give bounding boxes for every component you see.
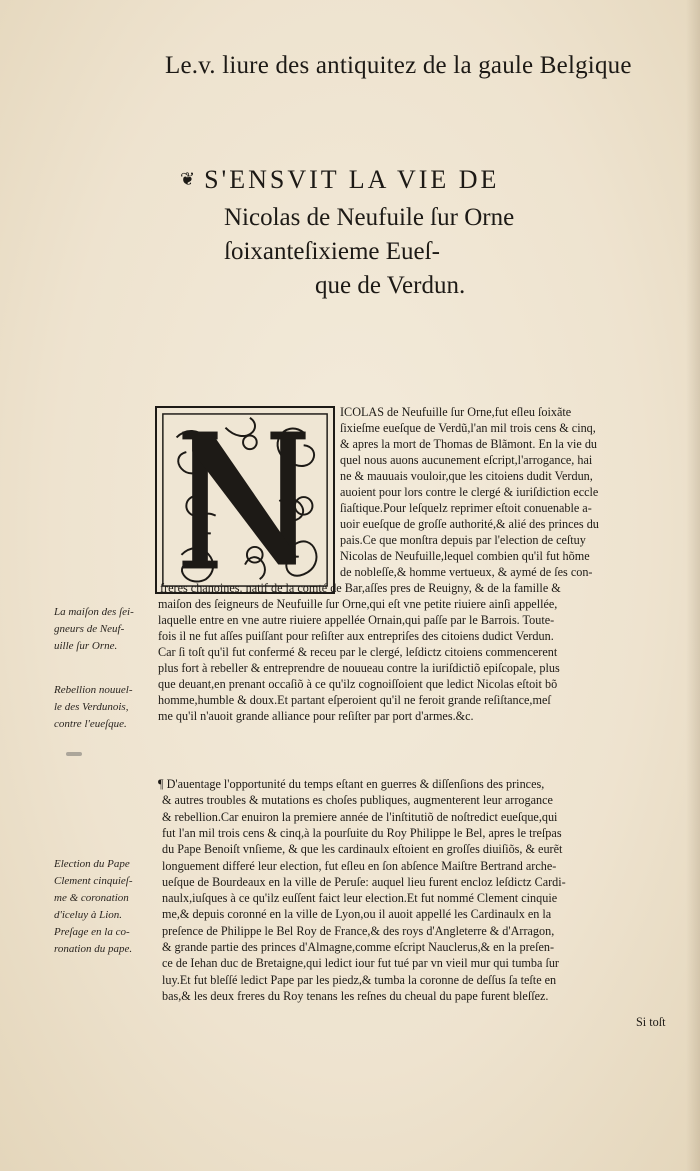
paragraph-2-line: ueſque de Bourdeaux en la ville de Peruſe: auquel lieu furent encloz leſdictz Cardi- bbox=[162, 874, 566, 889]
paragraph-1-line: pais.Ce que monſtra depuis par l'election de ceſtuy bbox=[340, 533, 586, 547]
margin-note-line: d'iceluy à Lion. bbox=[54, 909, 123, 921]
margin-note-line: gneurs de Neuf- bbox=[54, 623, 125, 635]
paragraph-2-line: preſence de Philippe le Bel Roy de France,& des roys d'Angleterre & d'Arragon, bbox=[162, 923, 555, 938]
paragraph-1-line: ne & mauuais vouloir,que les citoiens dudit Verdun, bbox=[340, 469, 593, 483]
catchword: Si toſt bbox=[636, 1015, 666, 1029]
paragraph-1-line: que deuant,en prenant occaſiõ à ce qu'ilz cognoiſſoient que ledict Nicolas eſtoit bõ bbox=[158, 677, 558, 691]
title-line-2: Nicolas de Neufuile ſur Orne bbox=[224, 204, 515, 231]
title-line-3: ſoixanteſixieme Eueſ- bbox=[224, 238, 440, 265]
paragraph-1-line: auoient pour lors contre le clergé & iuriſdiction eccle bbox=[340, 485, 599, 499]
paragraph-2-line: me,& depuis coronné en la ville de Lyon,ou il auoit appellé les Cardinaulx en la bbox=[162, 907, 552, 922]
paragraph-2-line: & grande partie des princes d'Almagne,comme eſcript Nauclerus,& en la preſen- bbox=[162, 940, 555, 954]
paragraph-2-line: & autres troubles & mutations es choſes publiques, augmenterent leur arrogance bbox=[162, 793, 553, 808]
margin-note-line: uille ſur Orne. bbox=[54, 640, 118, 652]
paragraph-2-line: ce de Iehan duc de Bretaigne,qui ledict iour fut tué par vn vieil mur qui tumba ſur bbox=[162, 956, 559, 971]
margin-note-line: Election du Pape bbox=[54, 858, 130, 870]
paragraph-1-line: quel nous auons aucunement eſcript,l'arrogance, hai bbox=[340, 453, 593, 467]
paragraph-2-line: fut l'an mil trois cens & cinq,à la pourſuite du Roy Philippe le Bel, apres le treſpas bbox=[162, 825, 562, 840]
paragraph-1-line: de nobleſſe,& homme vertueux, & aymé de ſes con- bbox=[340, 565, 593, 579]
page-gutter-shadow bbox=[686, 0, 700, 1171]
paragraph-2-line: & rebellion.Car enuiron la premiere année de l'inſtitutiõ de noſtredict eueſque,qui bbox=[162, 809, 558, 824]
paragraph-1-line: ſiaſtique.Pour leſquelz reprimer eſtoit conuenable a- bbox=[340, 501, 592, 515]
paragraph-1-line: Car ſi toſt qu'il fut confermé & receu par le clergé, leſdictz citoiens commencerent bbox=[158, 645, 558, 659]
paragraph-1-line: & apres la mort de Thomas de Blãmont. En la vie du bbox=[340, 437, 598, 451]
margin-note-line: Clement cinquieſ- bbox=[54, 875, 133, 887]
paragraph-2-line: bas,& les deux freres du Roy tenans les reſnes du cheual du pape furent bleſſez. bbox=[162, 988, 549, 1003]
paragraph-1-line: uoir eueſque de groſſe authorité,& alié des princes du bbox=[340, 517, 599, 531]
paragraph-2-line: longuement differé leur election, fut eſleu en ſon abſence Maiſtre Bertrand arche- bbox=[162, 858, 557, 873]
paragraph-1-line: fois il ne fut aſſes puiſſant pour reſiſter aux entrepriſes des citoiens dudict Verdun. bbox=[158, 629, 554, 643]
paragraph-1-line: freres chanoines. natif de la comté de Bar,aſſes pres de Reuigny, & de la famille & bbox=[160, 581, 561, 595]
margin-note-line: La maiſon des ſei- bbox=[54, 606, 134, 618]
margin-note-line: contre l'eueſque. bbox=[54, 718, 127, 730]
paragraph-2-line: ¶ D'auentage l'opportunité du temps eſtant en guerres & diſſenſions des princes, bbox=[158, 777, 545, 791]
margin-note-line: me & coronation bbox=[54, 892, 129, 904]
paragraph-1-line: maiſon des ſeigneurs de Neufuille ſur Orne,qui eſt vne petite riuiere ainſi appellée, bbox=[158, 597, 558, 611]
margin-note-line: le des Verdunois, bbox=[54, 701, 129, 713]
ink-stain bbox=[66, 752, 82, 756]
decorated-initial-icon bbox=[157, 408, 333, 592]
margin-note-line: Preſage en la co- bbox=[54, 926, 130, 938]
decorated-initial-n bbox=[155, 406, 335, 594]
paragraph-1-line: me qu'il n'auoit grande alliance pour reſiſter par port d'armes.&c. bbox=[158, 709, 474, 723]
paragraph-1-line: ſixieſme eueſque de Verdũ,l'an mil trois cens & cinq, bbox=[340, 421, 596, 435]
margin-note-line: ronation du pape. bbox=[54, 943, 133, 955]
paragraph-1-line: ICOLAS de Neufuille ſur Orne,fut eſleu ſoixãte bbox=[340, 405, 572, 419]
margin-note-line: Rebellion nouuel- bbox=[54, 684, 133, 696]
title-line-1 bbox=[180, 165, 650, 195]
paragraph-2-line: luy.Et fut bleſſé ledict Pape par les piedz,& tumba la coronne de deſſus ſa teſte en bbox=[162, 972, 557, 987]
title-line-1-text: S'ENSVIT LA VIE DE bbox=[204, 165, 500, 194]
fleuron-ornament-icon: ❦ bbox=[180, 169, 199, 189]
paragraph-1-line: homme,humble & doux.Et partant eſperoient qu'il ne feroit grande reſiſtance,meſ bbox=[158, 693, 551, 707]
title-line-4: que de Verdun. bbox=[315, 272, 466, 299]
paragraph-2-line: naulx,iuſques à ce qu'ilz euſſent faict leur election.Et fut nommé Clement cinquie bbox=[162, 891, 558, 906]
paragraph-1-line: plus fort à rebeller & entreprendre de nouueau contre la iuriſdictiõ epiſcopale, plus bbox=[158, 661, 560, 675]
paragraph-2-line: du Pape Benoiſt vnſieme, & que les cardinaulx eſtoient en groſſes diuiſiõs, & eurẽt bbox=[162, 842, 563, 857]
paragraph-1-line: laquelle entre en vne autre riuiere appellée Ornain,qui paſſe par le Barrois. Toute- bbox=[158, 613, 555, 627]
paragraph-1-line: Nicolas de Neufuille,lequel combien qu'il fut hõme bbox=[340, 549, 590, 563]
chapter-title bbox=[180, 165, 650, 303]
running-head: Le.v. liure des antiquitez de la gaule Belgique bbox=[165, 52, 632, 79]
